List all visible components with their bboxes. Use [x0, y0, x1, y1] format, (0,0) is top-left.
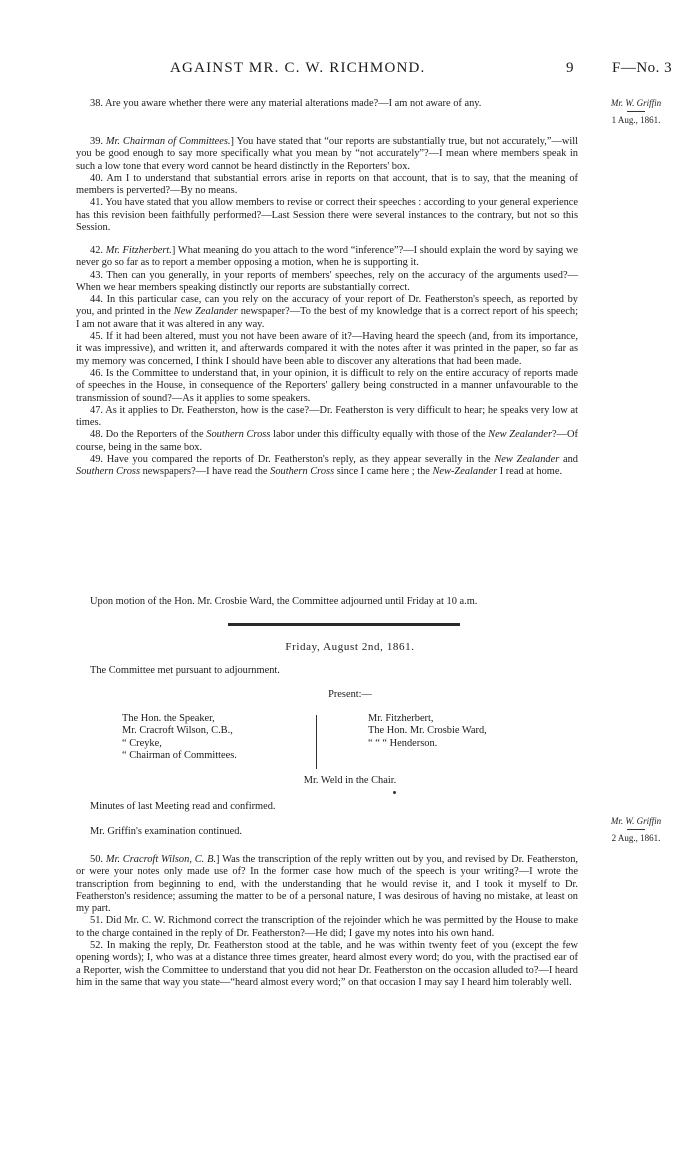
section-q42-49 [76, 245, 578, 479]
paragraph: 42. Mr. Fitzherbert.] What meaning do you attach to the word “inference”?—I should explain the word by saying we never go so far as to report a member opposing a motion, when he is supporting it. [76, 245, 578, 269]
adjourn-paragraph: Upon motion of the Hon. Mr. Crosbie Ward, the Committee adjourned until Friday at 10 a.m. [90, 596, 478, 607]
margin-note-rule [627, 829, 645, 830]
member-name: Mr. Cracroft Wilson, C.B., [122, 725, 233, 737]
paragraph: 52. In making the reply, Dr. Featherston stood at the table, and he was within twenty feet of you (except the few opening words); I, who was at a distance three times greater, heard almost every word; do you, with the practised ear of a Reporter, wish the Committee to understand that you did not hear Dr. Featherston on the occasion alluded to?—I heard him in the same that way you state—“heard almost every word;” on that occasion I may say I heard him tolerably well. [76, 940, 578, 988]
paragraph: 43. Then can you generally, in your reports of members' speeches, rely on the accuracy of the arguments used?—When we hear members speaking distinctly our reports are substantially correct. [76, 269, 578, 293]
document-reference: F—No. 3 [612, 60, 673, 76]
running-title: AGAINST MR. C. W. RICHMOND. [170, 60, 426, 76]
section-q38 [76, 98, 578, 110]
margin-note-date: 1 Aug., 1861. [611, 115, 661, 125]
members-left-column [122, 713, 237, 762]
page-number: 9 [566, 60, 574, 76]
paragraph: 39. Mr. Chairman of Committees.] You have stated that “our reports are substantially true, but not accurately,”—will you be good enough to say more specifically what you mean by “not accurately”?—I mean where members speak in such a low tone that every word cannot be heard distinctly in the Reporters' box. [76, 136, 578, 172]
members-present [0, 713, 700, 773]
member-name: “ Chairman of Committees. [122, 749, 237, 761]
continued-paragraph: Mr. Griffin's examination continued. [90, 826, 243, 837]
present-label: Present:— [328, 689, 372, 700]
member-name: Mr. Fitzherbert, [368, 713, 434, 724]
member-name: “ “ “ Henderson. [368, 737, 438, 749]
paragraph: 38. Are you aware whether there were any material alterations made?—I am not aware of any. [90, 98, 482, 109]
chair-line: Mr. Weld in the Chair. [303, 775, 397, 786]
section-q50-52 [76, 854, 578, 989]
margin-note-name: Mr. W. Griffin [610, 816, 662, 826]
section-q39-41 [76, 136, 578, 234]
print-speck [393, 791, 396, 794]
date-heading: Friday, August 2nd, 1861. [285, 641, 415, 653]
paragraph: 47. As it applies to Dr. Featherston, how is the case?—Dr. Featherston is very difficult to hear; he speaks very low at times. [76, 404, 578, 429]
margin-note-2 [586, 816, 686, 844]
margin-note-rule [627, 111, 645, 112]
member-name: “ Creyke, [122, 737, 162, 749]
page-header [0, 62, 700, 84]
paragraph: 44. In this particular case, can you rely on the accuracy of your report of Dr. Featherston's speech, as reported by you, and printed in the New Zealander newspaper?—To the best of my knowledge that is a correct report of his speech; I am not aware that it was altered in any way. [76, 294, 578, 330]
paragraph: 49. Have you compared the reports of Dr. Featherston's reply, as they appear severally in the New Zealander and Southern Cross newspapers?—I have read the Southern Cross since I came here ; the New-Zealander I read at home. [76, 454, 579, 478]
members-right-column [368, 713, 487, 750]
paragraph: 51. Did Mr. C. W. Richmond correct the transcription of the rejoinder which he was permitted by the House to make to the charge contained in the reply of Dr. Featherston?—He did; I gave my notes into his own hand. [76, 915, 578, 939]
paragraph: 41. You have stated that you allow members to revise or correct their speeches : according to your general experience has this revision been faithfully performed?—Last Session there were several instances to the contrary, but not so this Session. [76, 197, 578, 234]
paragraph: 50. Mr. Cracroft Wilson, C. B.] Was the transcription of the reply written out by you, and revised by Dr. Featherston, or were your notes only made use of? In the former case how much of the speech is your writing?—I wrote the transcription from beginning to end, with the understanding that he would revise it, and I took it myself to Dr. Featherston's residence; assuming the matter to be of a personal nature, I was desirous of having no mistake, at least on my part. [76, 854, 578, 915]
paragraph: 45. If it had been altered, must you not have been aware of it?—Having heard the speech (and, from its importance, it was impressive), and written it, and afterwards compared it with the notes after it was printed in the paper, so far as my memory was concerned, I think I should have been able to discover any alterations that had been made. [76, 331, 578, 367]
paragraph: 46. Is the Committee to understand that, in your opinion, it is difficult to rely on the entire accuracy of reports made of speeches in the House, in consequence of the Reporters' gallery being constructed in a manner unfavourable to the transmission of sound?—As it applies to some speakers. [76, 367, 578, 404]
met-paragraph: The Committee met pursuant to adjournment. [90, 665, 280, 676]
section-divider [228, 623, 460, 626]
margin-note-1 [586, 98, 686, 126]
margin-note-date: 2 Aug., 1861. [611, 833, 661, 843]
minutes-paragraph: Minutes of last Meeting read and confirmed. [90, 801, 276, 812]
member-name: The Hon. the Speaker, [122, 713, 215, 724]
paragraph: 48. Do the Reporters of the Southern Cross labor under this difficulty equally with those of the New Zealander?—Of course, being in the same box. [76, 429, 578, 453]
members-separator [316, 715, 317, 769]
margin-note-name: Mr. W. Griffin [610, 98, 662, 108]
paragraph: 40. Am I to understand that substantial errors arise in reports on that account, that is to say, that the meaning of members is perverted?—By no means. [76, 172, 578, 197]
member-name: The Hon. Mr. Crosbie Ward, [368, 725, 487, 737]
